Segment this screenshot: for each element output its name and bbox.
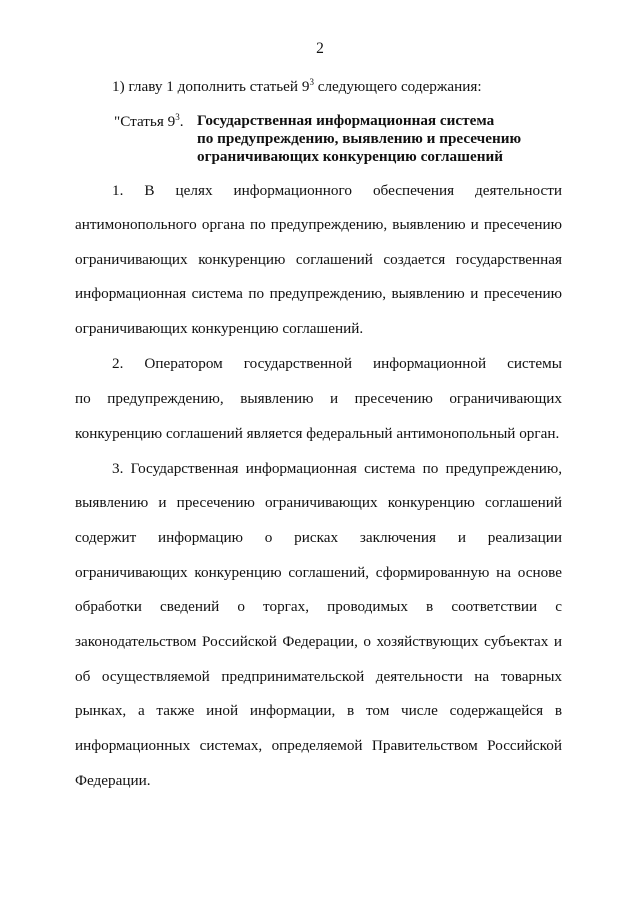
body-line: ограничивающих конкуренцию соглашений. [75, 320, 364, 337]
body-line: антимонопольного органа по предупреждению, выявлению и пресечению [75, 216, 562, 233]
article-label-superscript: 3 [175, 112, 180, 122]
body-line: законодательством Российской Федерации, о хозяйствующих субъектах и [75, 633, 562, 650]
body-line: Федерации. [75, 772, 151, 789]
body-line: 1. В целях информационного обеспечения деятельности [112, 182, 562, 199]
body-line: информационных системах, определяемой Правительством Российской [75, 737, 562, 754]
intro-suffix: следующего содержания: [313, 78, 482, 95]
body-line: об осуществляемой предпринимательской деятельности на товарных [75, 668, 562, 685]
body-line: содержит информацию о рисках заключения и реализации [75, 529, 562, 546]
body-line: ограничивающих конкуренцию соглашений создается государственная [75, 251, 562, 268]
body-line: рынках, а также иной информации, в том числе содержащейся в [75, 702, 562, 719]
body-line: выявлению и пресечению ограничивающих конкуренцию соглашений [75, 494, 562, 511]
body-line: информационная система по предупреждению, выявлению и пресечению [75, 285, 562, 302]
intro-superscript: 3 [309, 77, 314, 87]
amendment-intro [112, 77, 482, 96]
body-line: ограничивающих конкуренцию соглашений, сформированную на основе [75, 564, 562, 581]
body-line: 2. Оператором государственной информационной системы [112, 355, 562, 372]
article-label-text: "Статья 9 [114, 113, 176, 130]
article-title [197, 112, 521, 166]
article-label [114, 112, 184, 131]
intro-text: 1) главу 1 дополнить статьей 9 [112, 78, 310, 95]
article-title-line: по предупреждению, выявлению и пресечению [197, 130, 522, 147]
body-line: по предупреждению, выявлению и пресечению ограничивающих [75, 390, 562, 407]
article-label-suffix: . [179, 113, 184, 130]
body-line: обработки сведений о торгах, проводимых в соответствии с [75, 598, 562, 615]
body-line: 3. Государственная информационная система по предупреждению, [112, 460, 562, 477]
body-line: конкуренцию соглашений является федеральный антимонопольный орган. [75, 425, 560, 442]
page-number: 2 [316, 40, 324, 57]
article-title-line: ограничивающих конкуренцию соглашений [197, 148, 503, 165]
article-title-line: Государственная информационная система [197, 112, 495, 129]
